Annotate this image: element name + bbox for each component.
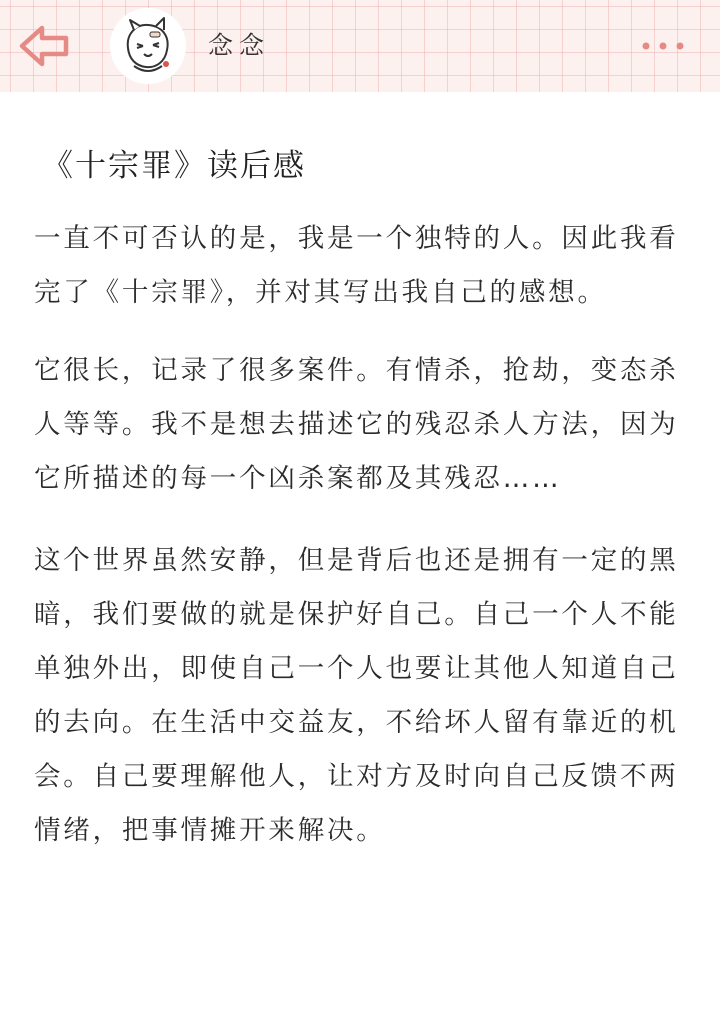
article-paragraph: 一直不可否认的是，我是一个独特的人。因此我看完了《十宗罪》，并对其写出我自己的感想。 [34, 223, 679, 308]
article-paragraph: 这个世界虽然安静，但是背后也还是拥有一定的黑暗，我们要做的就是保护好自己。自己一个人不能单独外出，即使自己一个人也要让其他人知道自己的去向。在生活中交益友，不给坏人留有靠近的机会。自己要理解他人，让对方及时向自己反馈不两情绪，把事情摊开来解决。 [34, 545, 679, 846]
article-title: 《十宗罪》读后感 [42, 148, 306, 184]
cartoon-avatar-icon [110, 8, 186, 84]
back-arrow-icon [18, 20, 74, 72]
more-button[interactable] [638, 36, 688, 56]
top-bar [0, 0, 720, 92]
article-body [34, 92, 688, 858]
more-dots-icon [638, 36, 688, 56]
article-paragraph: 它很长，记录了很多案件。有情杀，抢劫，变态杀人等等。我不是想去描述它的残忍杀人方法，因为它所描述的每一个凶杀案都及其残忍…… [34, 355, 679, 494]
back-button[interactable] [18, 20, 74, 72]
avatar[interactable] [110, 8, 186, 84]
username[interactable]: 念念 [208, 31, 271, 60]
